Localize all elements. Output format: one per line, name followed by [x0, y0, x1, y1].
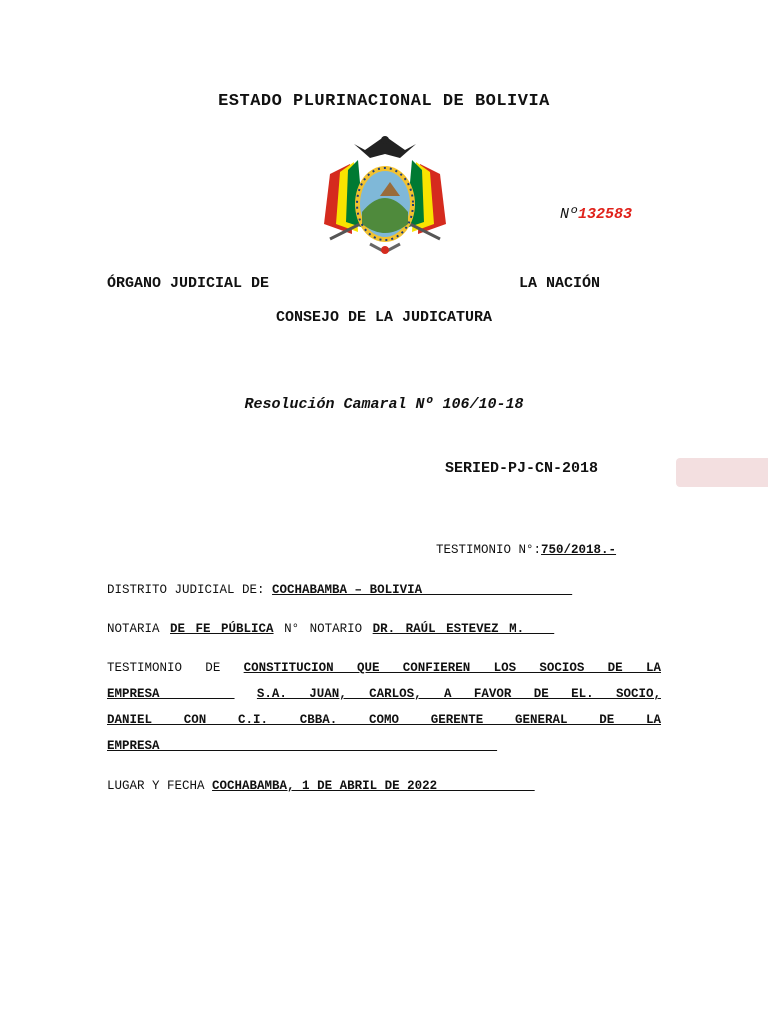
- notaria-label: NOTARIA: [107, 622, 160, 636]
- distrito-value: COCHABAMBA – BOLIVIA____________________: [272, 583, 573, 597]
- testimonio-de-label: TESTIMONIO DE: [107, 661, 221, 675]
- paragraph-line: [107, 733, 661, 759]
- notaria-line: [107, 622, 554, 636]
- paragraph-line: [107, 655, 661, 681]
- testimonio-paragraph: [107, 655, 661, 759]
- resolucion-heading: Resolución Camaral Nº 106/10-18: [244, 396, 524, 413]
- seried-code: SERIED-PJ-CN-2018: [445, 460, 599, 477]
- testimonio-de-line1: CONSTITUCION QUE CONFIEREN LOS SOCIOS DE LA: [243, 661, 661, 675]
- lugar-value: COCHABAMBA, 1 DE ABRIL DE 2022_____________: [212, 779, 535, 793]
- testimonio-de-line2b: S.A. JUAN, CARLOS, A FAVOR DE EL. SOCIO,: [256, 687, 661, 701]
- testimonio-de-line4: EMPRESA_____________________________________________: [107, 739, 498, 753]
- paragraph-line: [107, 707, 661, 733]
- organo-judicial-right: LA NACIÓN: [519, 275, 601, 292]
- testimonio-de-line3: DANIEL CON C.I. CBBA. COMO GERENTE GENERAL DE LA: [107, 713, 661, 727]
- lugar-fecha-line: [107, 779, 535, 793]
- notario-label: NOTARIO: [309, 622, 363, 636]
- paragraph-line: [107, 681, 661, 707]
- number-prefix: Nº: [560, 206, 579, 223]
- distrito-line: [107, 583, 572, 597]
- testimonio-de-line2a: EMPRESA__________: [107, 687, 235, 701]
- notaria-value: DE FE PÚBLICA: [170, 622, 274, 636]
- testimonio-number-label: TESTIMONIO N°:: [436, 543, 542, 557]
- number-value: 132583: [578, 206, 633, 223]
- bolivia-coat-of-arms-icon: [310, 124, 460, 264]
- document-number: [560, 206, 632, 223]
- lugar-label: LUGAR Y FECHA: [107, 779, 205, 793]
- organo-judicial-left: ÓRGANO JUDICIAL DE: [107, 275, 270, 292]
- notario-value: DR. RAÚL ESTEVEZ M.____: [372, 622, 555, 636]
- testimonio-number-line: [436, 543, 616, 557]
- notaria-number: N°: [284, 622, 300, 636]
- consejo-heading: CONSEJO DE LA JUDICATURA: [275, 309, 493, 326]
- side-tab[interactable]: [676, 458, 768, 487]
- distrito-label: DISTRITO JUDICIAL DE:: [107, 583, 265, 597]
- document-title: ESTADO PLURINACIONAL DE BOLIVIA: [218, 92, 550, 111]
- testimonio-number-value: 750/2018.-: [541, 543, 617, 557]
